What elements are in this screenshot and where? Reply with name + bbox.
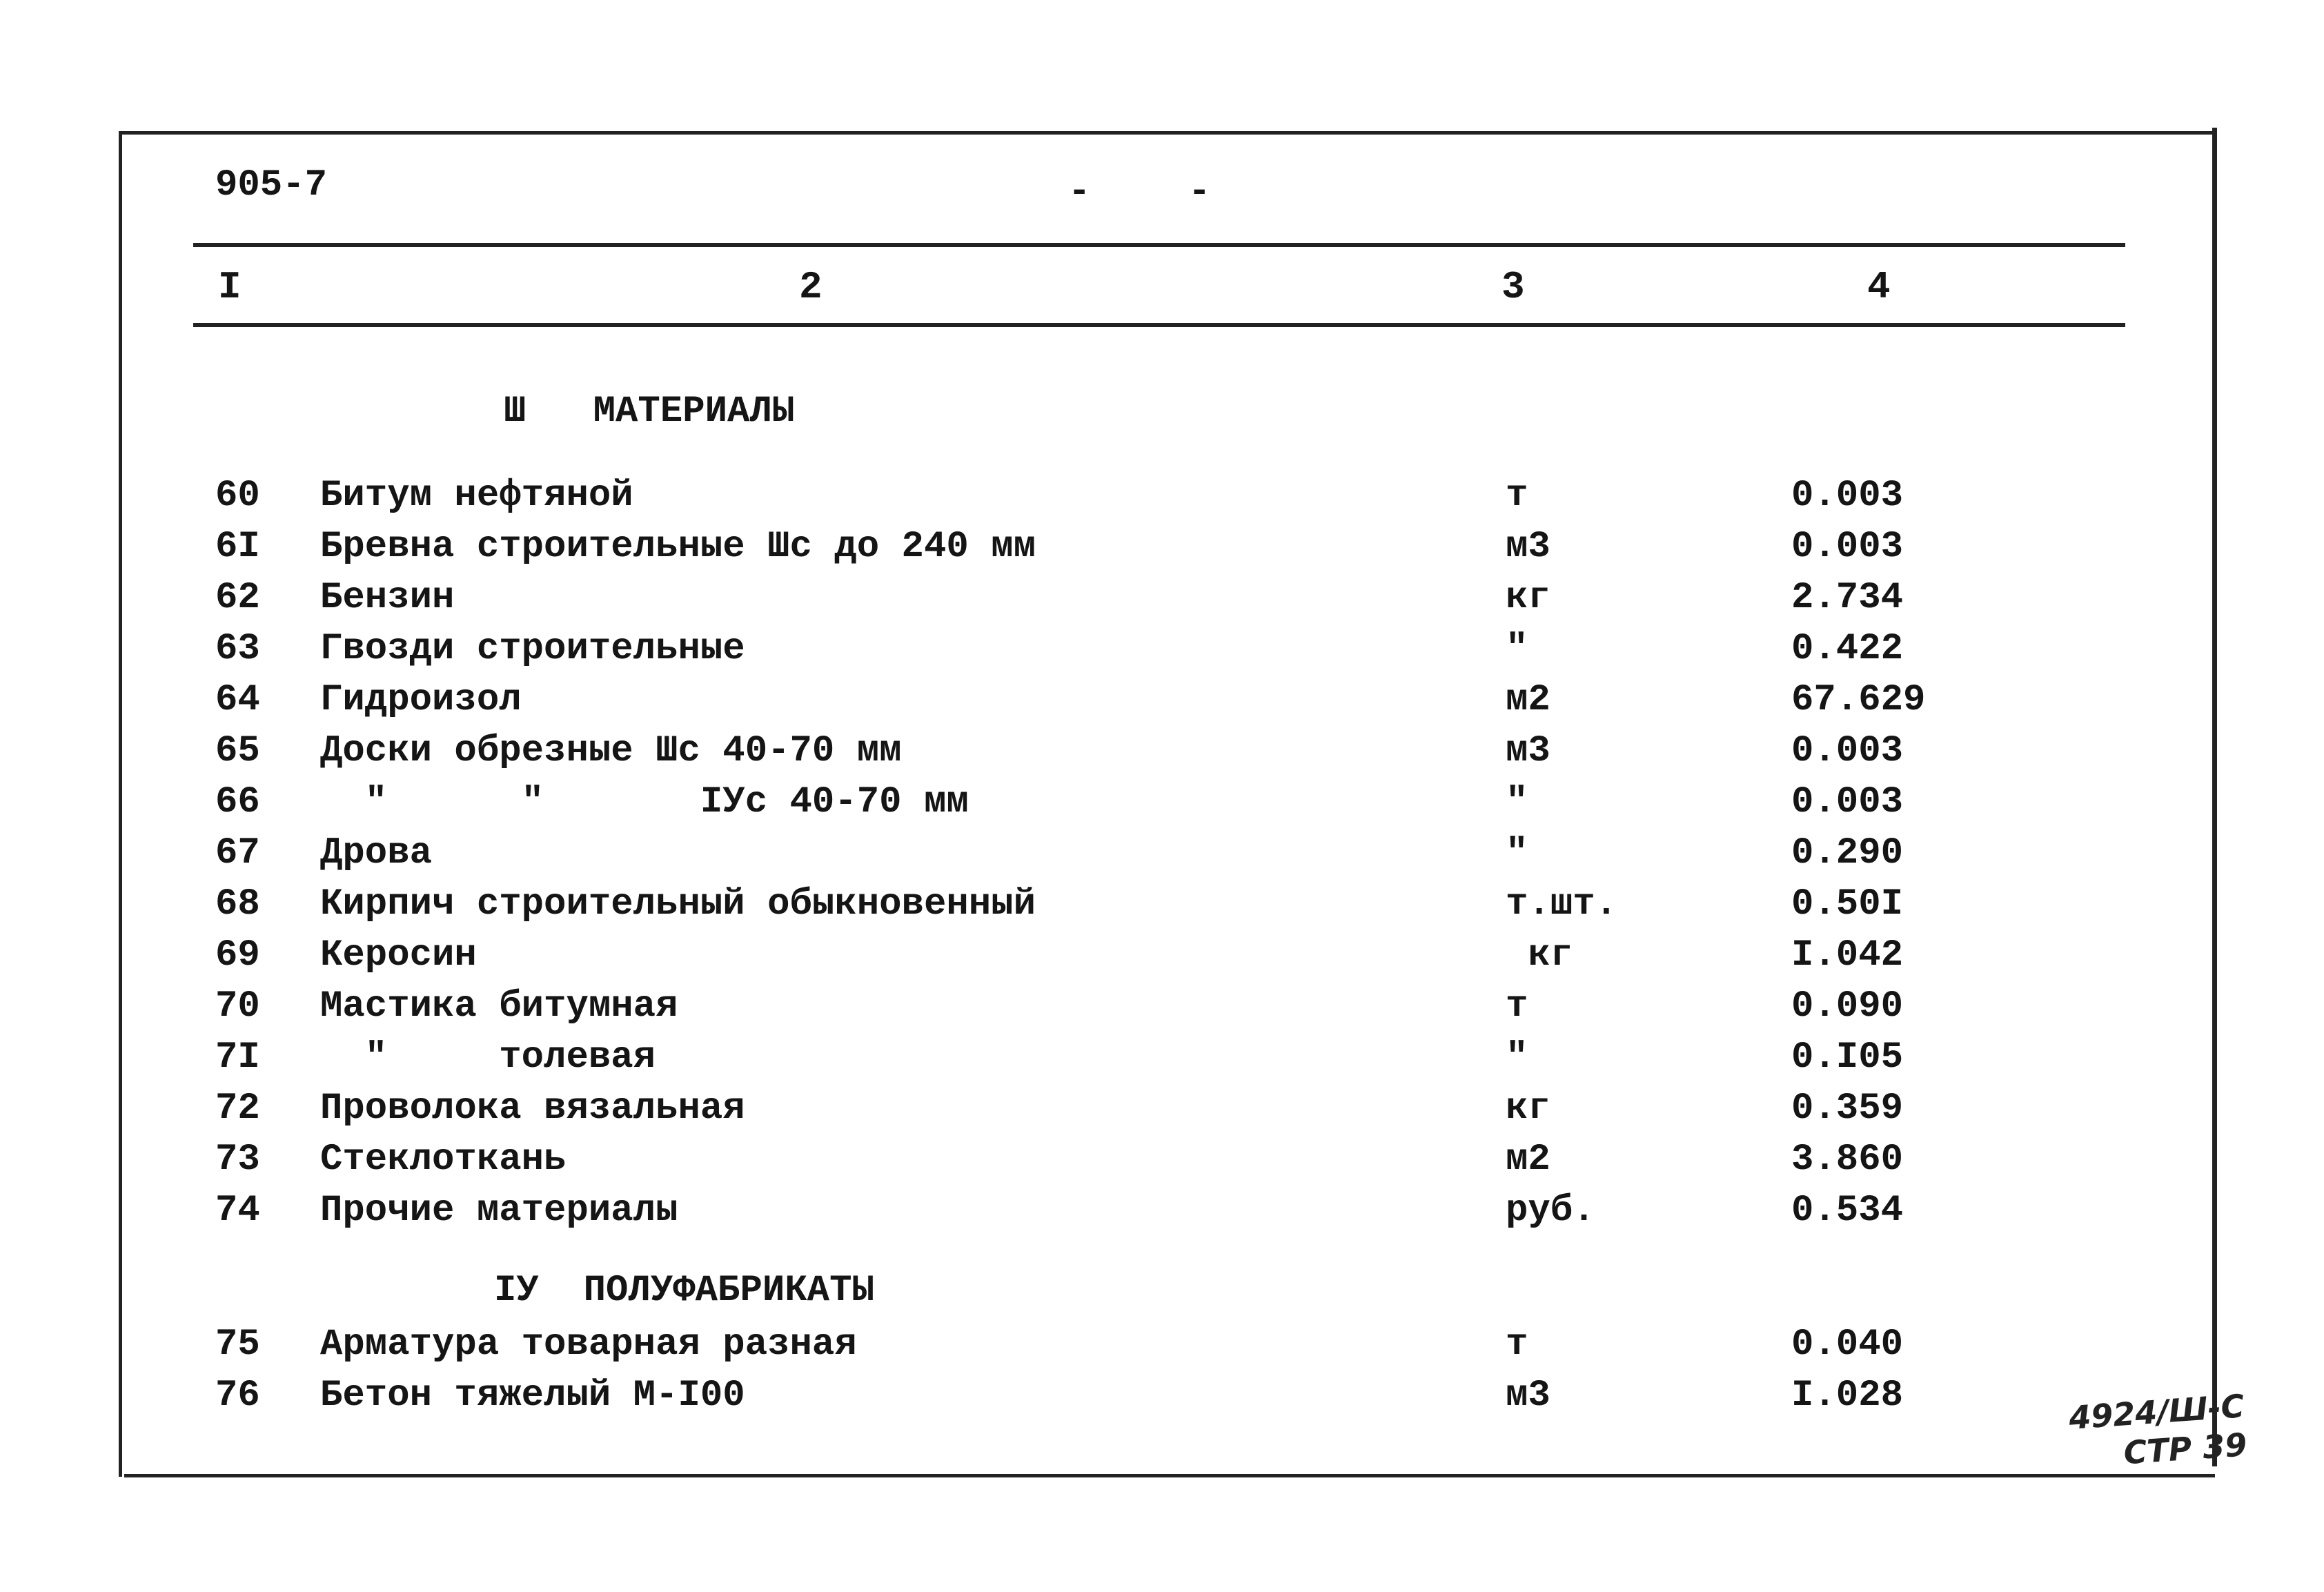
- row-name: Бетон тяжелый М-I00: [320, 1375, 745, 1417]
- row-name: Бревна строительные Шс до 240 мм: [320, 526, 1036, 568]
- row-number: 72: [215, 1088, 260, 1130]
- row-unit: ": [1506, 832, 1528, 874]
- row-unit: ": [1506, 1036, 1528, 1079]
- row-value: 0.040: [1791, 1324, 1904, 1366]
- row-unit: м3: [1506, 1375, 1550, 1417]
- column-number: 3: [1501, 265, 1525, 309]
- row-number: 62: [215, 577, 260, 619]
- table-row: [0, 1375, 2324, 1423]
- row-unit: т: [1506, 475, 1528, 517]
- row-value: 0.003: [1791, 730, 1904, 772]
- row-value: 67.629: [1791, 679, 1926, 721]
- row-unit: м2: [1506, 1139, 1550, 1181]
- row-value: 0.I05: [1791, 1036, 1904, 1079]
- row-value: 3.860: [1791, 1139, 1904, 1181]
- row-unit: кг: [1506, 934, 1573, 976]
- row-value: I.028: [1791, 1375, 1904, 1417]
- row-number: 7I: [215, 1036, 260, 1079]
- sheet-stamp: [2067, 1386, 2248, 1475]
- table-row: [0, 1036, 2324, 1085]
- row-value: 0.290: [1791, 832, 1904, 874]
- row-number: 65: [215, 730, 260, 772]
- row-name: " " IУс 40-70 мм: [320, 781, 969, 823]
- table-row: [0, 1324, 2324, 1372]
- table-row: [0, 1088, 2324, 1136]
- table-row: [0, 1190, 2324, 1238]
- row-value: 0.090: [1791, 985, 1904, 1028]
- row-number: 69: [215, 934, 260, 976]
- row-number: 60: [215, 475, 260, 517]
- row-number: 63: [215, 628, 260, 670]
- row-name: Битум нефтяной: [320, 475, 633, 517]
- row-unit: т: [1506, 985, 1528, 1028]
- row-value: 2.734: [1791, 577, 1904, 619]
- row-value: 0.534: [1791, 1190, 1904, 1232]
- row-name: Бензин: [320, 577, 455, 619]
- row-name: Кирпич строительный обыкновенный: [320, 883, 1036, 925]
- table-row: [0, 883, 2324, 932]
- row-name: Стеклоткань: [320, 1139, 567, 1181]
- header-rule-top: [193, 243, 2125, 247]
- table-row: [0, 526, 2324, 574]
- row-name: Арматура товарная разная: [320, 1324, 857, 1366]
- row-unit: т: [1506, 1324, 1528, 1366]
- row-number: 73: [215, 1139, 260, 1181]
- row-name: Керосин: [320, 934, 477, 976]
- row-number: 74: [215, 1190, 260, 1232]
- row-value: 0.50I: [1791, 883, 1904, 925]
- column-number: I: [218, 265, 242, 309]
- row-unit: м3: [1506, 730, 1550, 772]
- header-dash: -: [1188, 171, 1211, 213]
- row-name: Прочие материалы: [320, 1190, 678, 1232]
- section-title-materials: Ш МАТЕРИАЛЫ: [504, 391, 795, 433]
- row-unit: руб.: [1506, 1190, 1595, 1232]
- row-unit: кг: [1506, 577, 1550, 619]
- row-number: 6I: [215, 526, 260, 568]
- row-name: " толевая: [320, 1036, 656, 1079]
- row-unit: ": [1506, 628, 1528, 670]
- row-name: Гидроизол: [320, 679, 522, 721]
- row-number: 70: [215, 985, 260, 1028]
- table-row: [0, 832, 2324, 881]
- column-number: 4: [1867, 265, 1891, 309]
- row-number: 76: [215, 1375, 260, 1417]
- table-row: [0, 730, 2324, 778]
- table-row: [0, 1139, 2324, 1187]
- section-title-semifinished: IУ ПОЛУФАБРИКАТЫ: [494, 1270, 874, 1312]
- row-value: I.042: [1791, 934, 1904, 976]
- row-number: 66: [215, 781, 260, 823]
- table-row: [0, 475, 2324, 523]
- row-value: 0.003: [1791, 526, 1904, 568]
- table-row: [0, 577, 2324, 625]
- row-name: Доски обрезные Шс 40-70 мм: [320, 730, 902, 772]
- row-name: Мастика битумная: [320, 985, 678, 1028]
- row-unit: м2: [1506, 679, 1550, 721]
- row-unit: кг: [1506, 1088, 1550, 1130]
- row-name: Проволока вязальная: [320, 1088, 745, 1130]
- row-unit: ": [1506, 781, 1528, 823]
- row-value: 0.003: [1791, 781, 1904, 823]
- table-row: [0, 985, 2324, 1034]
- row-unit: т.шт.: [1506, 883, 1618, 925]
- row-value: 0.422: [1791, 628, 1904, 670]
- row-value: 0.003: [1791, 475, 1904, 517]
- row-number: 68: [215, 883, 260, 925]
- column-number: 2: [799, 265, 823, 309]
- frame-bottom-line: [124, 1474, 2215, 1477]
- table-row: [0, 628, 2324, 676]
- header-rule-bottom: [193, 323, 2125, 327]
- header-dash: -: [1068, 171, 1091, 213]
- stamp-code: 4924/Ш-С: [2067, 1387, 2246, 1437]
- row-number: 64: [215, 679, 260, 721]
- table-row: [0, 934, 2324, 983]
- row-number: 67: [215, 832, 260, 874]
- row-value: 0.359: [1791, 1088, 1904, 1130]
- table-row: [0, 781, 2324, 829]
- doc-code: 905-7: [215, 164, 328, 206]
- row-name: Гвозди строительные: [320, 628, 745, 670]
- table-row: [0, 679, 2324, 727]
- row-number: 75: [215, 1324, 260, 1366]
- stamp-page: СТР 39: [2122, 1426, 2249, 1472]
- frame-top-line: [119, 131, 2216, 135]
- row-unit: м3: [1506, 526, 1550, 568]
- row-name: Дрова: [320, 832, 433, 874]
